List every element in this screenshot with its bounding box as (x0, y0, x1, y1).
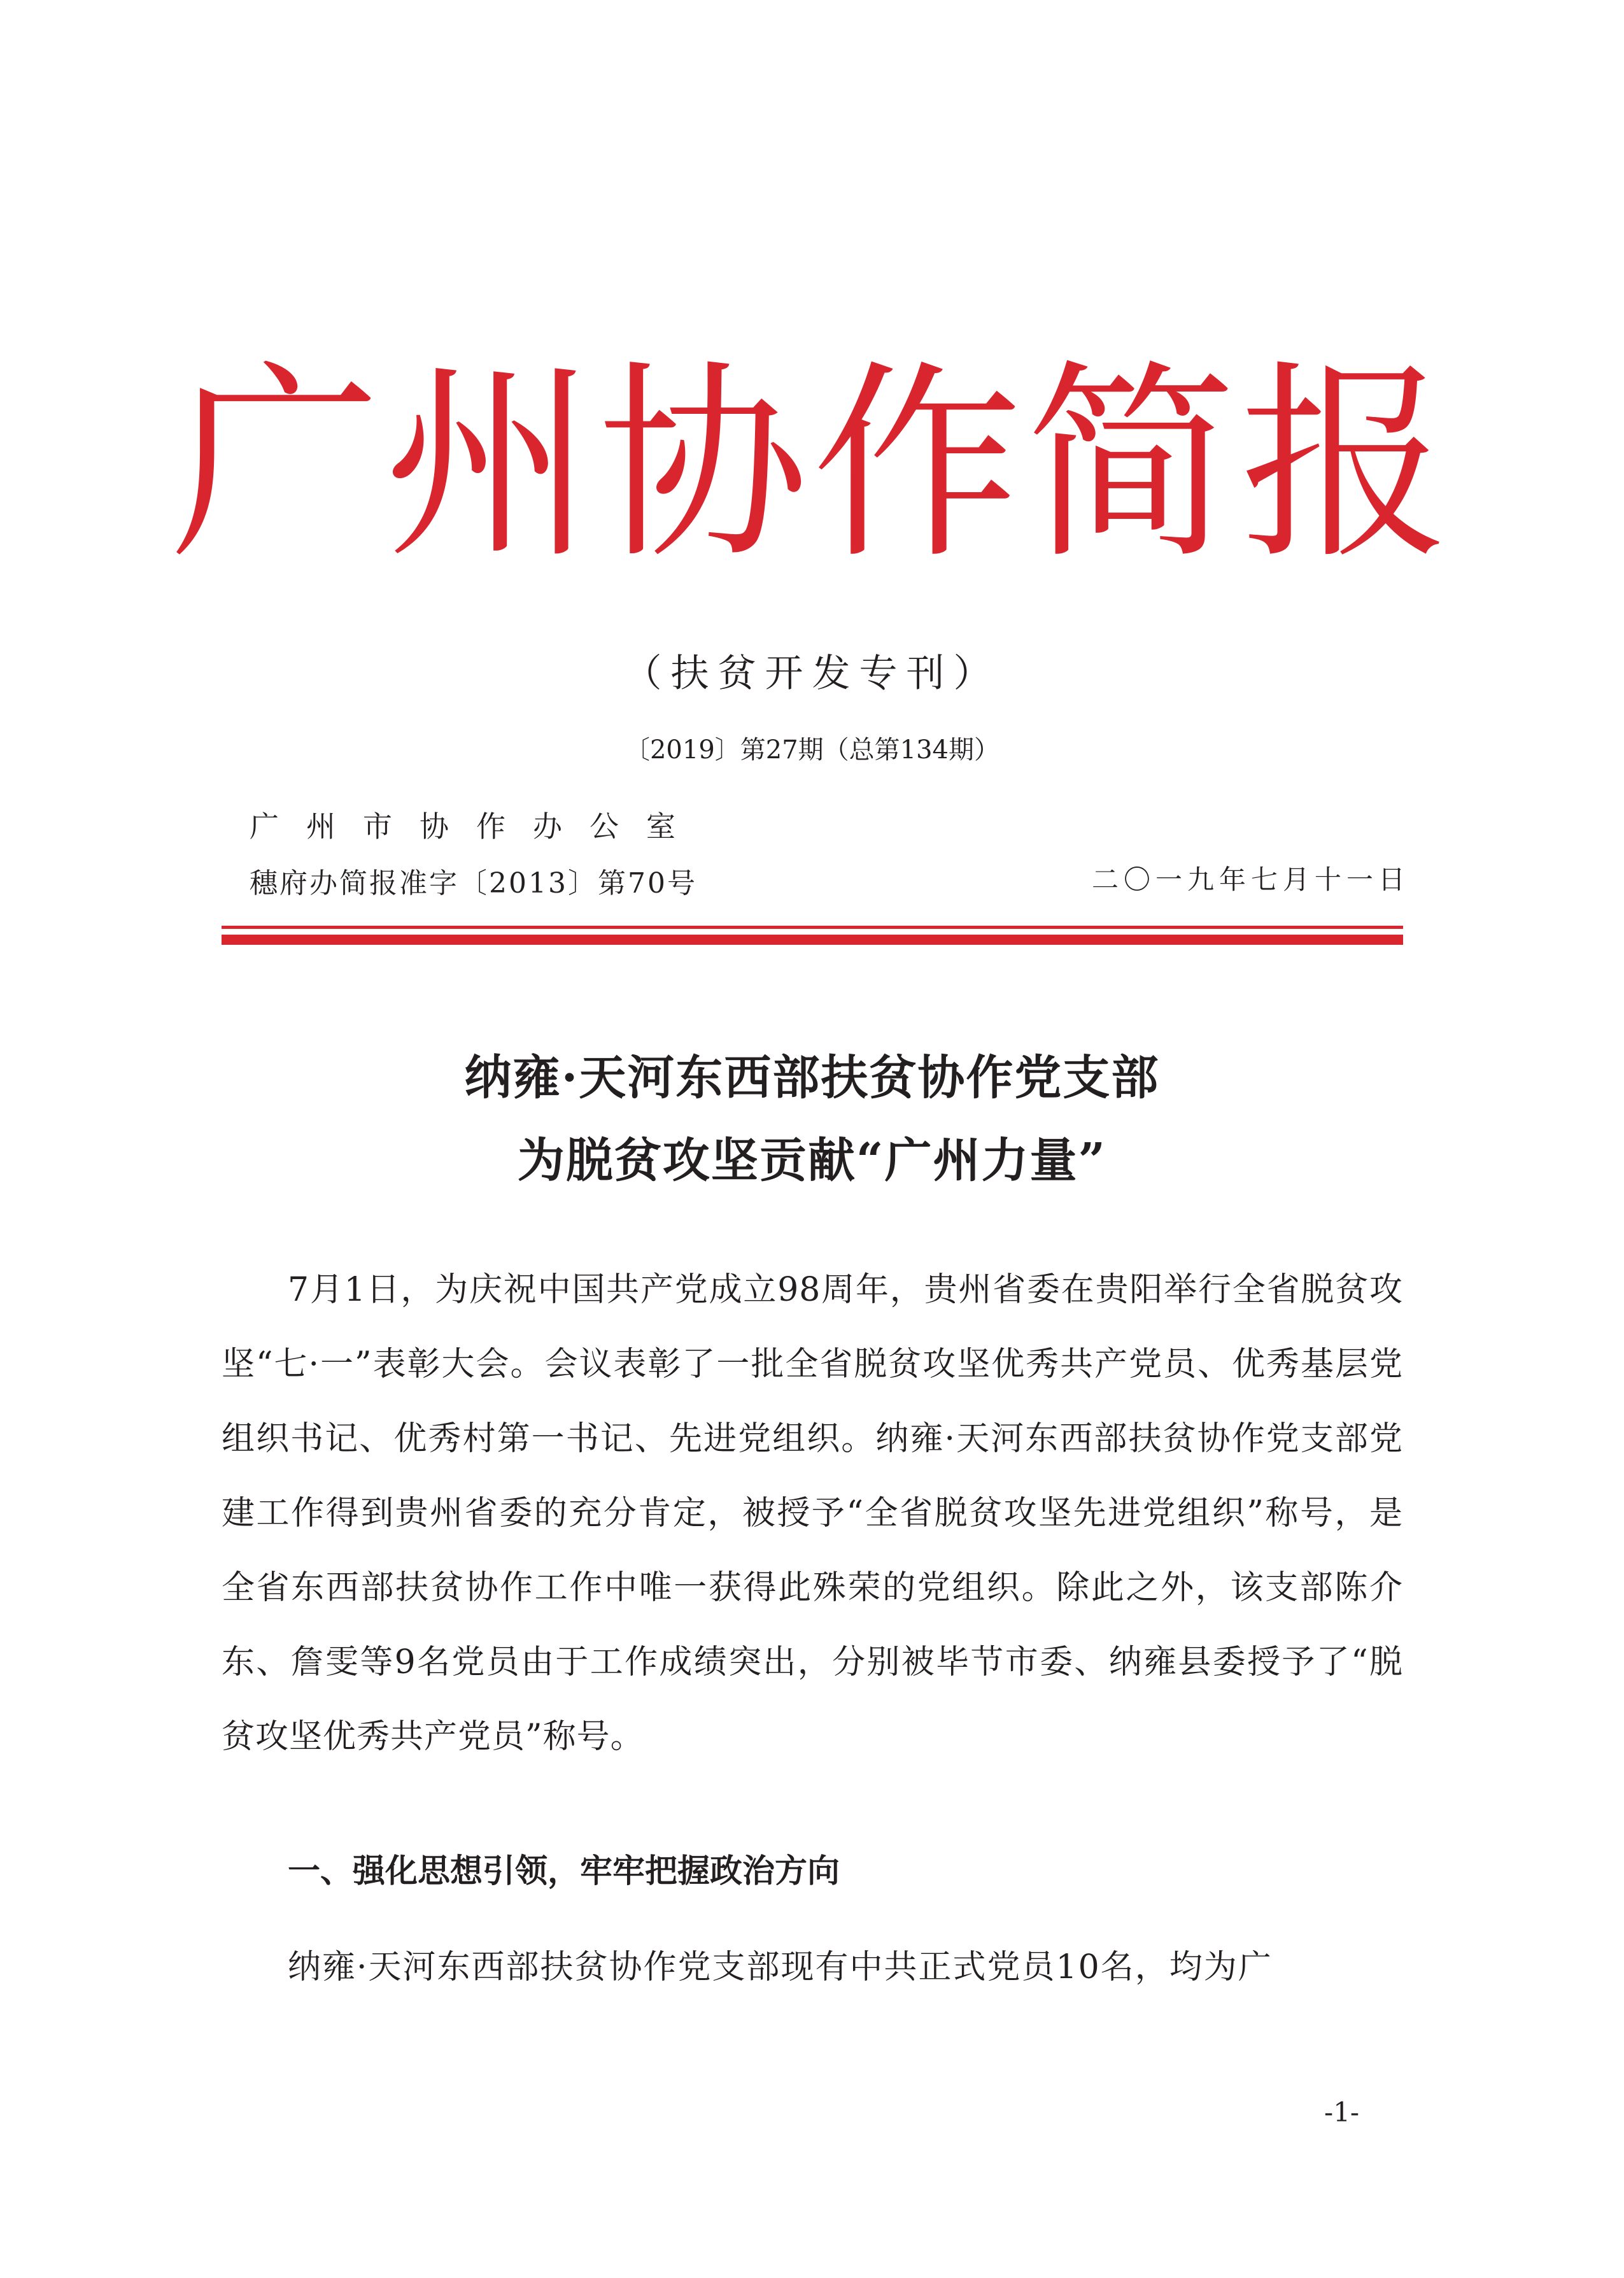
issue-number: 〔2019〕第27期（总第134期） (624, 735, 1000, 765)
publication-permit: 穗府办简报准字〔2013〕第70号 (250, 867, 697, 900)
page-number: -1- (1324, 2097, 1360, 2128)
masthead-title: 广州协作简报 (170, 343, 1454, 587)
article-paragraph-1: 7月1日，为庆祝中国共产党成立98周年，贵州省委在贵阳举行全省脱贫攻坚“七·一”表彰大会。会议表彰了一批全省脱贫攻坚优秀共产党员、优秀基层党组织书记、优秀村第一书记、先进党组织。纳雍·天河东西部扶贫协作党支部党建工作得到贵州省委的充分肯定，被授予“全省脱贫攻坚先进党组织”称号，是全省东西部扶贫协作工作中唯一获得此殊荣的党组织。除此之外，该支部陈介东、詹雯等9名党员由于工作成绩突出，分别被毕节市委、纳雍县委授予了“脱贫攻坚优秀共产党员”称号。 (222, 1271, 1403, 1756)
red-divider-thick (222, 935, 1403, 945)
issuing-organization: 广州市协作办公室 (250, 809, 703, 844)
section-heading-1: 一、强化思想引领，牢牢把握政治方向 (288, 1853, 840, 1890)
article-title-line-2: 为脱贫攻坚贡献“广州力量” (517, 1133, 1107, 1188)
special-issue-subtitle: （扶贫开发专刊） (623, 651, 1001, 696)
red-divider-thin (222, 926, 1403, 929)
issue-date: 二〇一九年七月十一日 (1092, 864, 1411, 895)
article-title-line-1: 纳雍·天河东西部扶贫协作党支部 (464, 1051, 1160, 1105)
article-paragraph-2: 纳雍·天河东西部扶贫协作党支部现有中共正式党员10名，均为广 (288, 1948, 1273, 1986)
